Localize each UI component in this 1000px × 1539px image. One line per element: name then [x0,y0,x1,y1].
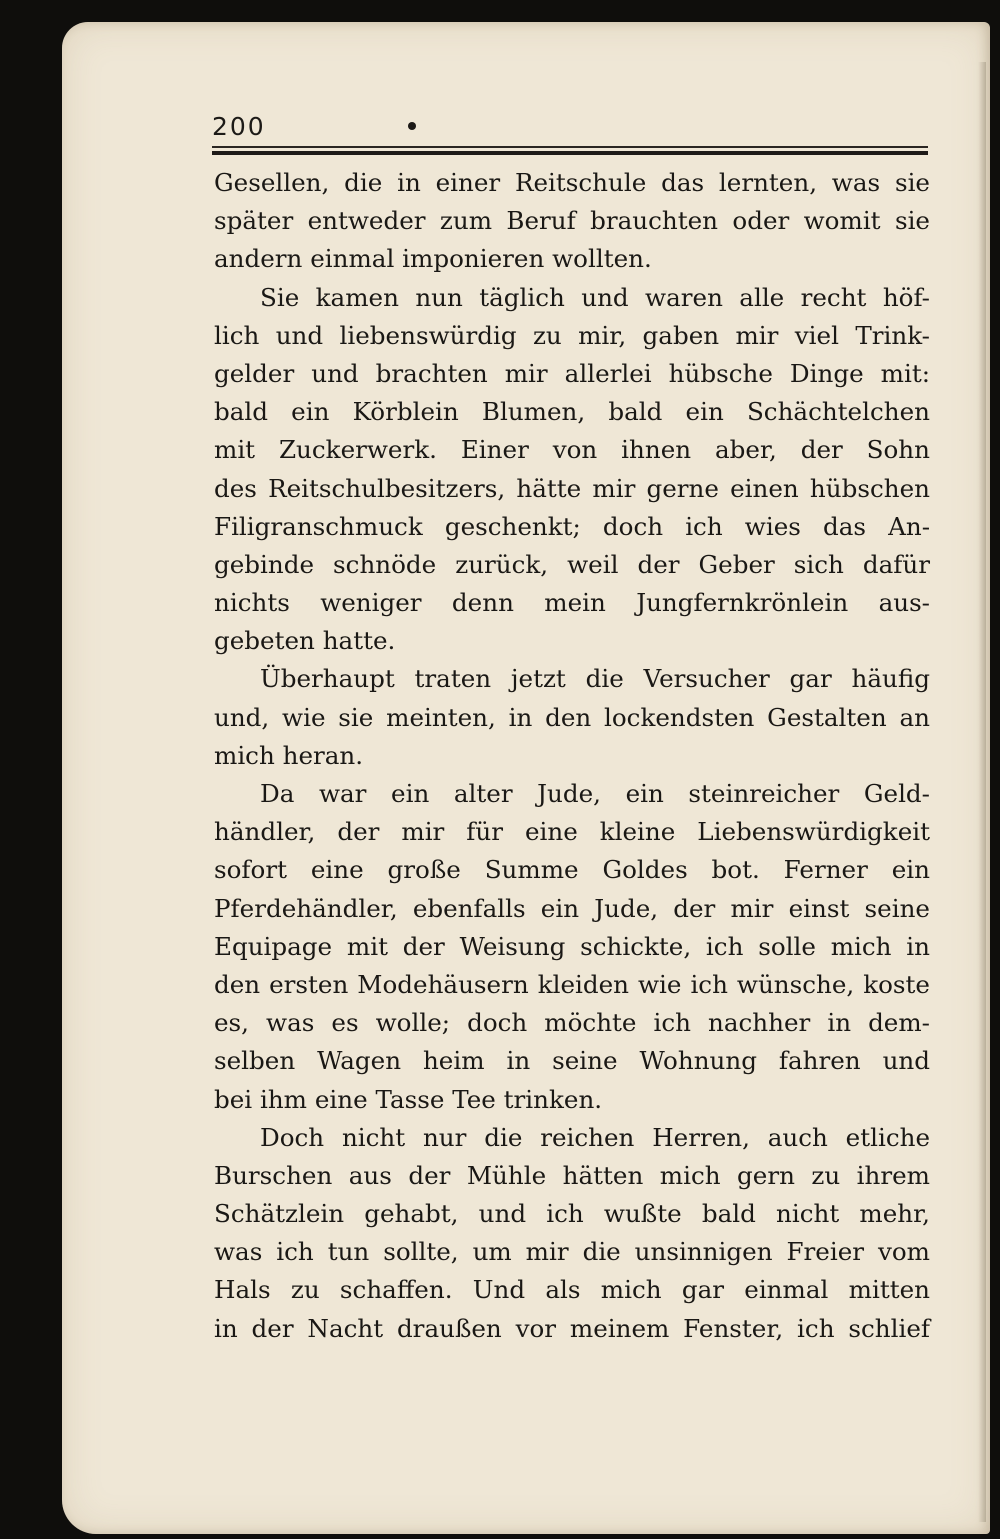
text-line: Pferdehändler, ebenfalls ein Jude, der mir einst seine [214,893,930,923]
text-line: in der Nacht draußen vor meinem Fenster, ich schlief [214,1313,930,1343]
text-line: Schätzlein gehabt, und ich wußte bald nicht mehr, [214,1199,930,1229]
body-text [214,164,930,1348]
text-line: später entweder zum Beruf brauchten oder womit sie [214,206,930,236]
text-line: lich und liebenswürdig zu mir, gaben mir viel Trink- [214,320,930,350]
text-line: Equipage mit der Weisung schickte, ich solle mich in [214,931,930,961]
header-rule-thin [212,146,928,148]
header-rule-thick [212,151,928,155]
text-line: gebeten hatte. [214,626,396,656]
text-line: Sie kamen nun täglich und waren alle recht höf- [260,282,930,312]
text-line: Hals zu schaffen. Und als mich gar einmal mitten [214,1275,930,1305]
text-line: und, wie sie meinten, in den lockendsten Gestalten an [214,702,930,732]
page-header [150,98,930,158]
text-line: nichts weniger denn mein Jungfernkrönlein aus- [214,588,930,618]
text-line: händler, der mir für eine kleine Liebenswürdigkeit [214,817,930,847]
text-line: es, was es wolle; doch möchte ich nachher in dem- [214,1008,930,1038]
text-line: Doch nicht nur die reichen Herren, auch etliche [260,1122,930,1152]
header-dot-ornament [408,122,416,130]
text-line: mich heran. [214,740,364,770]
text-line: des Reitschulbesitzers, hätte mir gerne einen hübschen [214,473,930,503]
text-line: Überhaupt traten jetzt die Versucher gar häufig [260,664,930,694]
text-line: gebinde schnöde zurück, weil der Geber sich dafür [214,549,930,579]
text-line: bald ein Körblein Blumen, bald ein Schächtelchen [214,397,930,427]
text-line: Burschen aus der Mühle hätten mich gern zu ihrem [214,1160,930,1190]
page-edge-shadow [978,62,986,1522]
text-line: sofort eine große Summe Goldes bot. Ferner ein [214,855,930,885]
text-line: Da war ein alter Jude, ein steinreicher Geld- [260,779,930,808]
text-line: mit Zuckerwerk. Einer von ihnen aber, der Sohn [214,435,930,465]
text-line: selben Wagen heim in seine Wohnung fahren und [214,1046,930,1076]
text-line: den ersten Modehäusern kleiden wie ich wünsche, koste [214,969,930,999]
text-line: andern einmal imponieren wollten. [214,244,652,274]
text-line: bei ihm eine Tasse Tee trinken. [214,1084,603,1114]
page-number: 200 [212,112,266,141]
text-line: gelder und brachten mir allerlei hübsche Dinge mit: [214,358,930,388]
text-line: Filigranschmuck geschenkt; doch ich wies das An- [214,511,930,541]
text-line: Gesellen, die in einer Reitschule das lernten, was sie [214,168,930,197]
text-line: was ich tun sollte, um mir die unsinnigen Freier vom [214,1237,930,1267]
